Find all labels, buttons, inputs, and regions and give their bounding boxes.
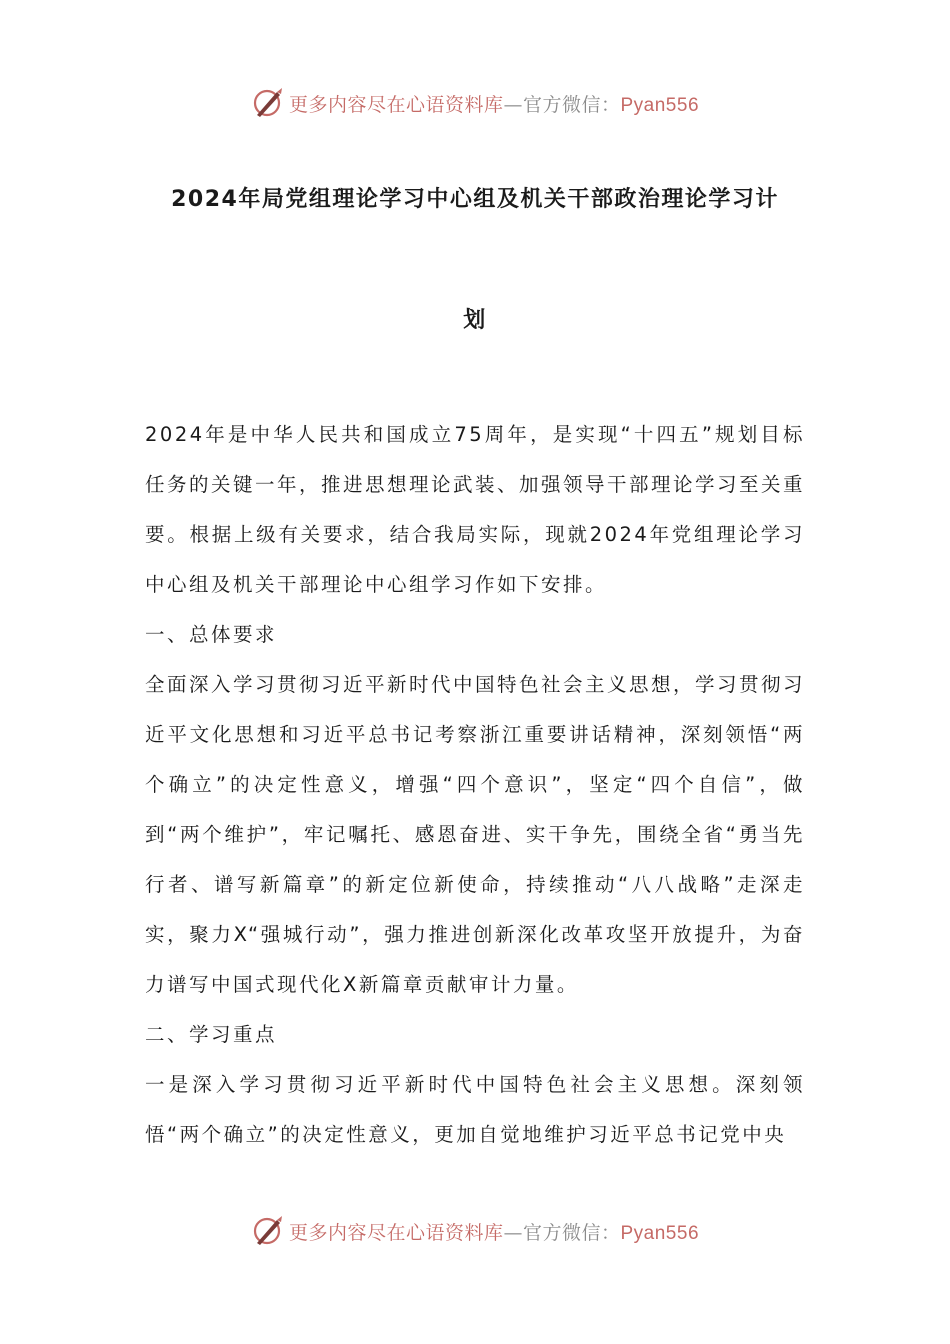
general-requirements-paragraph: 全面深入学习贯彻习近平新时代中国特色社会主义思想，学习贯彻习近平文化思想和习近平总书记考察浙江重要讲话精神，深刻领悟“两个确立”的决定性意义，增强“四个意识”，坚定“四个自信”，做到“两个维护”，牢记嘱托、感恩奋进、实干争先，围绕全省“勇当先行者、谱写新篇章”的新定位新使命，持续推动“八八战略”走深走实，聚力X“强城行动”，强力推进创新深化改革攻坚开放提升，为奋力谱写中国式现代化X新篇章贡献审计力量。 <box>145 673 806 996</box>
banner-dash: — <box>503 1221 523 1244</box>
header-banner <box>0 83 950 123</box>
banner-main-text: 更多内容尽在心语资料库 <box>288 1221 504 1244</box>
section-heading-study-focus: 二、学习重点 <box>145 1023 278 1046</box>
banner-wechat-id: Pyan556 <box>620 94 700 116</box>
intro-paragraph: 2024年是中华人民共和国成立75周年，是实现“十四五”规划目标任务的关键一年，推进思想理论武装、加强领导干部理论学习至关重要。根据上级有关要求，结合我局实际，现就2024年党组理论学习中心组及机关干部理论中心组学习作如下安排。 <box>145 423 806 596</box>
document-body <box>145 410 805 1160</box>
study-focus-paragraph: 一是深入学习贯彻习近平新时代中国特色社会主义思想。深刻领悟“两个确立”的决定性意义，更加自觉地维护习近平总书记党中央 <box>145 1073 805 1146</box>
footer-banner <box>0 1211 950 1251</box>
quill-pen-logo-icon <box>251 86 285 120</box>
banner-dash: — <box>503 93 523 116</box>
banner-text <box>289 90 699 117</box>
banner-main-text: 更多内容尽在心语资料库 <box>288 93 504 116</box>
document-title-line-1: 2024年局党组理论学习中心组及机关干部政治理论学习计 <box>171 187 779 212</box>
banner-text <box>289 1218 699 1245</box>
quill-pen-logo-icon <box>251 1214 285 1248</box>
banner-sub-text: 官方微信： <box>522 1221 621 1244</box>
document-title-line-2: 划 <box>463 308 487 333</box>
section-heading-general-requirements: 一、总体要求 <box>145 623 278 646</box>
banner-wechat-id: Pyan556 <box>620 1222 700 1244</box>
banner-sub-text: 官方微信： <box>522 93 621 116</box>
